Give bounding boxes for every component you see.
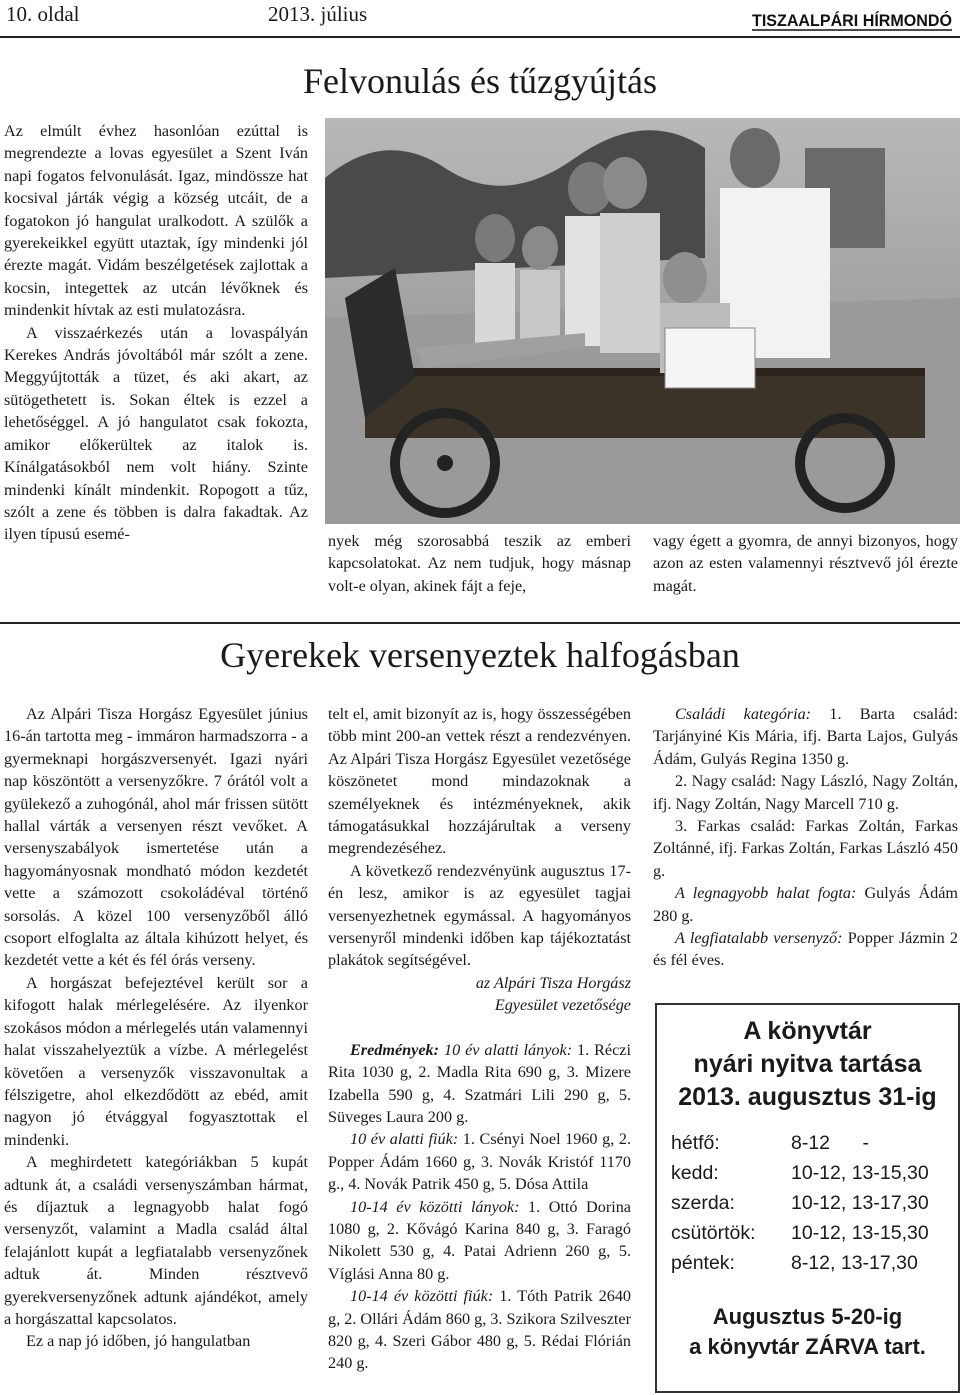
- closure-line: a könyvtár ZÁRVA tart.: [689, 1334, 926, 1359]
- category-label: A legfiatalabb versenyző:: [675, 929, 843, 948]
- article-column: [653, 703, 958, 972]
- time-value: 10-12, 13-15,30: [791, 1161, 929, 1184]
- svg-text:TISZAALPÁRI HÍRMONDÓ: TISZAALPÁRI HÍRMONDÓ: [752, 11, 952, 30]
- day-label: hétfő:: [671, 1131, 720, 1154]
- header-rule: [0, 36, 960, 38]
- time-value: 8-12 -: [791, 1131, 870, 1154]
- paragraph: Az Alpári Tisza Horgász Egyesület június 16-án tartotta meg - immáron harmadszorra - a gyermeknapi horgászversenyét. Igazi nyári nap köszöntött a versenyzőkre. 7 órától volt a gyülekező a zuhogónál, ahol már frissen sütött hallal várták a versenyen részt vevőket. A versenyszabályok ismertetése után a hagyományosnak mondható módon kezdetét vette a számozott csokoládéval történő sorsolás. A közel 100 versenyzőből álló csoport elfoglalta az általa kihúzott helyet, és kezdetét vette a két és fél órás verseny.: [4, 705, 308, 970]
- youngest-competitor: [653, 927, 958, 972]
- results-heading: Eredmények:: [350, 1040, 440, 1059]
- category-results: 1. Csényi Noel 1960 g, 2. Popper Ádám 1660 g, 3. Novák Kristóf 1170 g., 4. Novák Patrik 450 g, 5. Dósa Attila: [328, 1130, 632, 1194]
- library-title-line: A könyvtár: [743, 1017, 872, 1045]
- paragraph: A következő rendezvényünk augusztus 17-én lesz, amikor is az egyesület tagjai versenyezhetnek egymással. A hagyományos versenyről mindenki időben kap tájékoztatást plakátok segítségével.: [328, 861, 631, 970]
- newspaper-logo: [748, 6, 956, 32]
- hours-row: [671, 1158, 929, 1188]
- hours-row: [671, 1218, 929, 1248]
- library-title-line: nyári nyitva tartása: [693, 1050, 922, 1078]
- time-value: 10-12, 13-17,30: [791, 1191, 929, 1214]
- results-girls-10-14: [328, 1196, 631, 1286]
- category-label: 10 év alatti fiúk:: [350, 1130, 459, 1149]
- hours-row: [671, 1128, 929, 1158]
- paragraph: A visszaérkezés után a lovaspályán Kerekes András jóvoltából már szólt a zene. Meggyújtották a tüzet, és aki akart, az sütögethetett is. Sokan éltek is ezzel a lehetőséggel. A jó hangulatot csak fokozta, amikor előkerültek az italok is. Kínálgatásokból nem volt hiány. Szinte mindenki kínált mindenkit. Ropogott a tűz, szólt a zene és többen is dalra fakadtak. Az ilyen típusú esemé-: [4, 323, 308, 544]
- category-label: 10 év alatti lányok:: [443, 1040, 573, 1059]
- closure-notice: [657, 1302, 958, 1362]
- time-value: 10-12, 13-15,30: [791, 1221, 929, 1244]
- family-result-3: 3. Farkas család: Farkas Zoltán, Farkas Zoltánné, ifj. Farkas Zoltán, Farkas László 450 g.: [653, 817, 958, 880]
- paragraph: Ez a nap jó időben, jó hangulatban: [26, 1332, 251, 1351]
- category-results: 1. Réczi Rita 1030 g, 2. Madla Rita 690 g, 3. Mizere Izabella 590 g, 4. Szatmári Lili 290 g, 5. Süveges Laura 200 g.: [328, 1040, 631, 1126]
- page-number: 10. oldal: [6, 2, 80, 26]
- issue-date: 2013. július: [268, 2, 368, 26]
- article-column: [4, 703, 308, 1353]
- category-label: Családi kategória:: [675, 705, 812, 723]
- library-hours-box: [655, 1003, 960, 1393]
- category-label: 10-14 év közötti fiúk:: [350, 1287, 494, 1306]
- category-results: Gulyás Ádám 280 g.: [653, 884, 959, 925]
- category-results: 1. Ottó Dorina 1080 g, 2. Kővágó Karina 840 g, 3. Faragó Nikolett 530 g, 4. Patai Adrienn 260 g, 5. Víglási Anna 80 g.: [328, 1197, 631, 1283]
- paragraph: vagy égett a gyomra, de annyi bizonyos, hogy azon az esten valamennyi résztvevő jól érezte magát.: [653, 532, 958, 595]
- category-results: Popper Jázmin 2 és fél éves.: [653, 929, 959, 970]
- paragraph: telt el, amit bizonyít az is, hogy összességében több mint 200-an vettek részt a rendezvényen. Az Alpári Tisza Horgász Egyesület vezetősége köszönetet mond mindazoknak a személyeknek és intézményeknek, akik támogatásukkal hozzájárultak a verseny megrendezéséhez.: [328, 705, 631, 858]
- parade-photo: [325, 118, 960, 524]
- signature: [328, 972, 631, 1017]
- family-result-1: 1. Barta család: Tarjányiné Kis Mária, ifj. Barta Lajos, Gulyás Ádám, Gulyás Regina 1350 g.: [653, 705, 959, 768]
- category-label: 10-14 év közötti lányok:: [350, 1197, 520, 1216]
- library-title: [657, 1015, 958, 1114]
- day-label: péntek:: [671, 1251, 735, 1274]
- paragraph: A meghirdetett kategóriákban 5 kupát adtunk át, a családi versenyszámban hármat, és díjaztuk a legnagyobb halat fogó versenyzőt, valamint a Madla család által felajánlott kupát a legfiatalabb versenyzőnek adtuk át. Minden résztvevő gyerekversenyzőnek adtunk ajándékot, amely a horgászattal kapcsolatos.: [4, 1153, 308, 1328]
- time-value: 8-12, 13-17,30: [791, 1251, 918, 1274]
- family-results: [653, 703, 958, 770]
- day-label: csütörtök:: [671, 1221, 756, 1244]
- paragraph: nyek még szorosabbá teszik az emberi kapcsolatokat. Az nem tudjuk, hogy másnap volt-e olyan, akinek fájt a feje,: [328, 532, 631, 595]
- hours-row: [671, 1248, 929, 1278]
- section-divider: [0, 622, 960, 624]
- article-column: [328, 530, 631, 597]
- article-title: Gyerekek versenyeztek halfogásban: [220, 635, 740, 675]
- paragraph: Az elmúlt évhez hasonlóan ezúttal is megrendezte a lovas egyesület a Szent Iván napi fogatos felvonulását. Igaz, mindössze hat kocsival járták végig a község utcáit, de a fogatokon jó hangulat uralkodott. A szülők a gyerekeikkel együtt utaztak, így mindenki jól érezte magát. Vidám beszélgetések zajlottak a kocsin, integettek az utcán lévőknek és mindenkit hívtak az esti mulatozásra.: [4, 122, 308, 320]
- paragraph: A horgászat befejeztével került sor a kifogott halak mérlegelésére. Az ilyenkor szokásos módon a mérlegelés után valamennyi halat visszahelyeztük a vízbe. A mérlegelést követően a versenyzők visszavonultak a félszigetre, ahol elkezdődött az ebéd, amit nagyon jó étvággyal fogyasztottak el mindenki.: [4, 973, 308, 1149]
- article-title: Felvonulás és tűzgyújtás: [303, 61, 657, 101]
- results-boys-10-14: [328, 1285, 631, 1375]
- results-girls-under10: [328, 1039, 631, 1129]
- closure-line: Augusztus 5-20-ig: [712, 1304, 903, 1329]
- article-column: [4, 120, 308, 546]
- opening-hours-table: [671, 1128, 929, 1278]
- category-results: 1. Tóth Patrik 2640 g, 2. Ollári Ádám 860 g, 3. Szikora Szilveszter 820 g, 4. Szeri Gábor 480 g, 5. Rédai Flórián 240 g.: [328, 1287, 632, 1373]
- article-column: [653, 530, 958, 597]
- signature-line: az Alpári Tisza Horgász: [475, 973, 631, 992]
- day-label: kedd:: [671, 1161, 719, 1184]
- day-label: szerda:: [671, 1191, 735, 1214]
- family-result-2: 2. Nagy család: Nagy László, Nagy Zoltán, ifj. Nagy Zoltán, Nagy Marcell 710 g.: [653, 772, 958, 813]
- category-label: A legnagyobb halat fogta:: [675, 884, 857, 903]
- results-boys-under10: [328, 1128, 631, 1195]
- library-title-line: 2013. augusztus 31-ig: [678, 1083, 937, 1111]
- biggest-fish: [653, 882, 958, 927]
- article-column: [328, 703, 631, 1375]
- hours-row: [671, 1188, 929, 1218]
- signature-line: Egyesület vezetősége: [494, 996, 631, 1015]
